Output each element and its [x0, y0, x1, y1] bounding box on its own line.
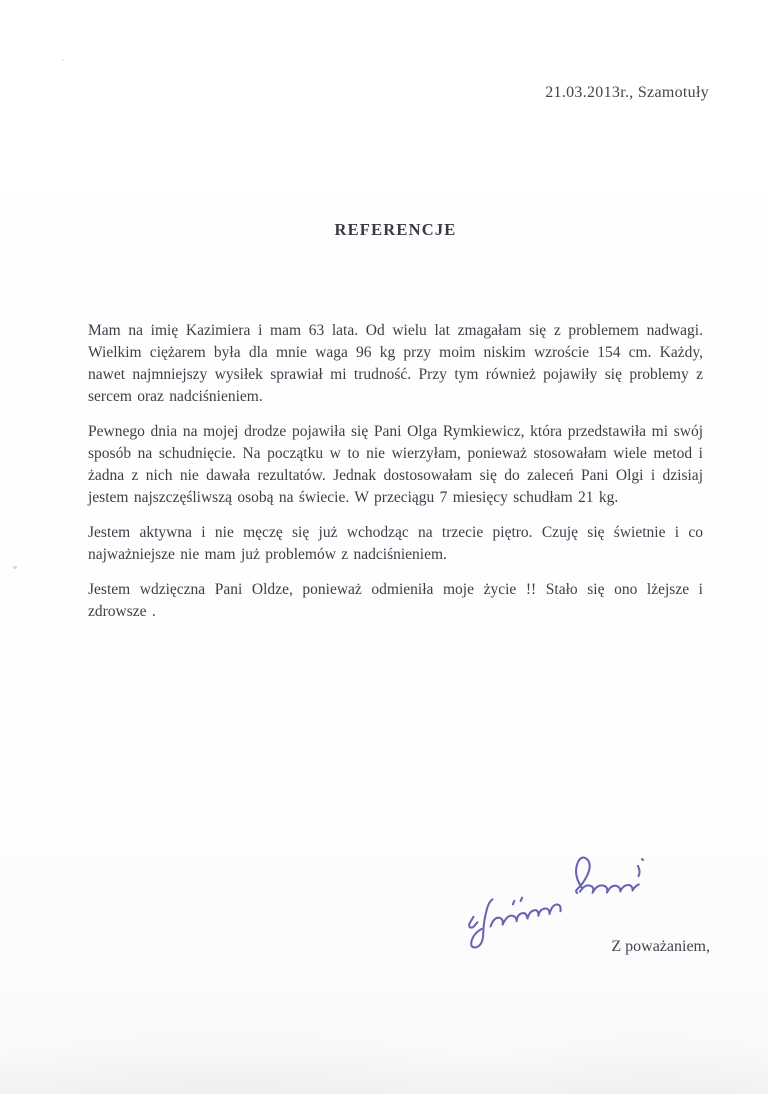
letter-body	[88, 320, 703, 636]
letter-title: REFERENCJE	[334, 220, 457, 239]
scan-speck	[62, 59, 64, 61]
paragraph-3: Jestem aktywna i nie męczę się już wchodząc na trzecie piętro. Czuję się świetnie i co najważniejsze nie mam już problemów z nadciśnieniem.	[88, 524, 703, 563]
paragraph-4: Jestem wdzięczna Pani Oldze, ponieważ odmieniła moje życie !! Stało się ono lżejsze i zdrowsze .	[88, 581, 703, 620]
paragraph-1: Mam na imię Kazimiera i mam 63 lata. Od wielu lat zmagałam się z problemem nadwagi. Wielkim ciężarem była dla mnie waga 96 kg przy moim niskim wzroście 154 cm. Każdy, nawet najmniejszy wysiłek sprawiał mi trudność. Przy tym również pojawiły się problemy z sercem oraz nadciśnieniem.	[88, 322, 703, 405]
scan-speck	[13, 566, 17, 569]
closing-line: Z poważaniem,	[611, 938, 710, 955]
scan-shadow-artifact	[0, 1004, 768, 1094]
paragraph-2: Pewnego dnia na mojej drodze pojawiła się Pani Olga Rymkiewicz, która przedstawiła mi swój sposób na schudnięcie. Na początku w to nie wierzyłam, ponieważ stosowałam wiele metod i żadna z nich nie dawała rezultatów. Jednak dostosowałam się do zaleceń Pani Olgi i dzisiaj jestem najszczęśliwszą osobą na świecie. W przeciągu 7 miesięcy schudłam 21 kg.	[88, 423, 703, 506]
date-line: 21.03.2013r., Szamotuły	[545, 84, 709, 101]
